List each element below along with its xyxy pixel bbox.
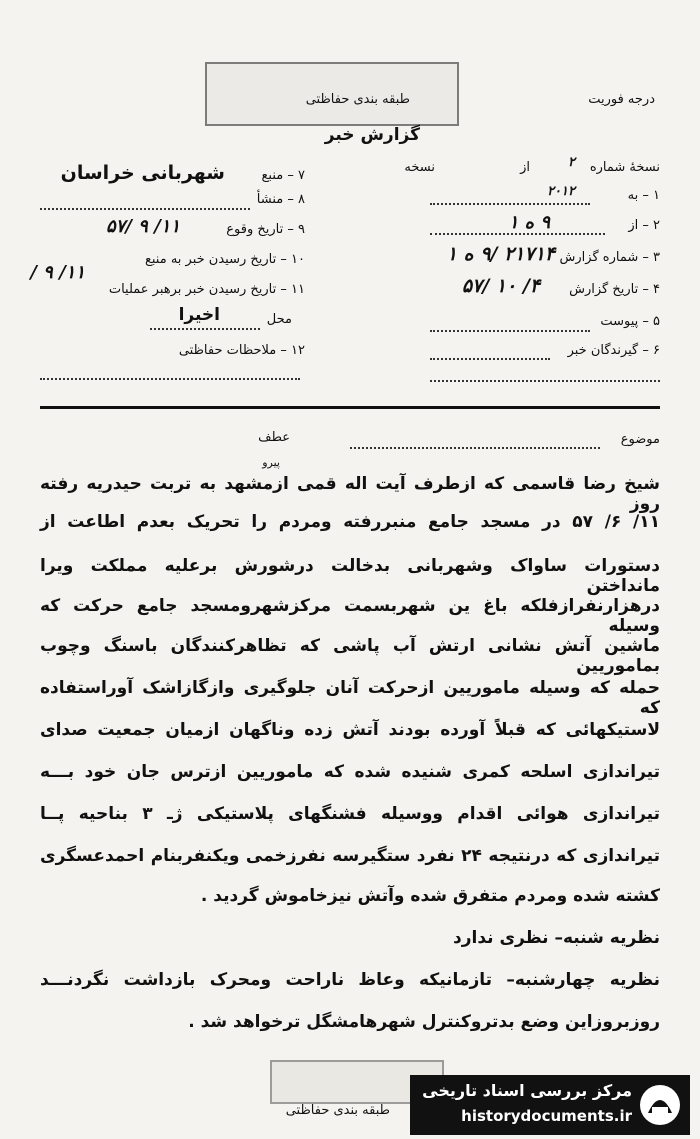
- followup-label: پیرو: [262, 456, 280, 469]
- field-source-value: شهربانی خراسان: [60, 162, 225, 184]
- watermark-logo: [410, 1075, 690, 1135]
- body-line-11: کشته شده ومردم متفرق شده وآتش نیزخاموش گردید .: [200, 886, 660, 906]
- field-report-date-value: ۴/ ۱۰ /۵۷: [461, 275, 540, 297]
- reference-label: عطف: [258, 430, 290, 445]
- field-location-value: اخیرا: [178, 305, 220, 325]
- body-line-5: ماشین آتش نشانی ارتش آب پاشی که تظاهرکنندگان باسنگ وچوب بماموریین: [40, 636, 660, 676]
- watermark-url: historydocuments.ir: [461, 1107, 632, 1125]
- field-attachment-label: ۵ – پیوست: [600, 314, 660, 329]
- header-divider: [40, 406, 660, 409]
- opinion-3: روزبروزاین وضع بدتروکنترل شهرهامشگل ترخواهد شد .: [188, 1012, 660, 1032]
- urgency-label: درجه فوریت: [588, 92, 655, 107]
- field-received-ops-label: ۱۱ – تاریخ رسیدن خبر برهبر عملیات: [108, 282, 305, 297]
- doc-title: گزارش خبر: [324, 125, 420, 145]
- body-line-2: ۱۱/ ۶/ ۵۷ در مسجد جامع منبررفته ومردم را تحریک بعدم اطاعت از: [40, 512, 660, 532]
- field-to-label: ۱ – به: [627, 188, 660, 203]
- copies-count-label: نسخه: [404, 160, 435, 175]
- watermark-name: مرکز بررسی اسناد تاریخی: [422, 1081, 632, 1100]
- body-line-4: درهزارنفرازفلکه باغ ین شهربسمت مرکزشهرومسجد جامع حرکت که وسیله: [40, 596, 660, 636]
- field-origin-label: ۸ – منشأ: [256, 192, 305, 207]
- archive-logo-icon: [638, 1083, 682, 1127]
- field-received-source-label: ۱۰ – تاریخ رسیدن خبر به منبع: [144, 252, 305, 267]
- field-report-no-value: ۲۱۷۱۴ /۹ ه ۱: [446, 243, 555, 265]
- body-line-9: تیراندازی هوائی اقدام ووسیله فشنگهای پلاستیکی ژـ ۳ بناحیه پــا: [40, 804, 660, 824]
- field-report-date-label: ۴ – تاریخ گزارش: [569, 282, 660, 297]
- field-security-notes-label: ۱۲ – ملاحظات حفاظتی: [178, 343, 305, 358]
- field-report-no-label: ۳ – شماره گزارش: [559, 250, 660, 265]
- field-occurrence-date-label: ۹ – تاریخ وقوع: [226, 222, 305, 237]
- classification-top: طبقه بندی حفاظتی: [305, 92, 410, 107]
- opinion-2: نظریه چهارشنبه– تازمانیکه وعاظ ناراحت ومحرک بازداشت نگردنـــد: [40, 970, 660, 990]
- copies-value: ۲: [568, 155, 575, 170]
- body-line-7: لاستیکهائی که قبلاً آورده بودند آتش زده وناگهان ازمیان جمعیت صدای: [40, 720, 660, 740]
- field-recipients-label: ۶ – گیرندگان خبر: [567, 343, 660, 358]
- body-line-3: دستورات ساواک وشهربانی بدخالت درشورش برعلیه مملکت ویرا مانداختن: [40, 556, 660, 596]
- field-location-label: محل: [266, 312, 292, 327]
- body-line-8: تیراندازی اسلحه کمری شنیده شده که ماموریین ازترس جان خود بـــه: [40, 762, 660, 782]
- field-from-label: ۲ – از: [628, 218, 660, 233]
- opinion-1: نظریه شنبه– نظری ندارد: [452, 928, 660, 948]
- body-line-10: تیراندازی که درنتیجه ۲۴ نفرد ستگیرسه نفرزخمی ویکنفربنام احمدعسگری: [40, 846, 660, 866]
- field-source-label: ۷ – منبع: [261, 168, 305, 183]
- body-line-1: شیخ رضا قاسمی که ازطرف آیت اله قمی ازمشهد به تربت حیدریه رفته روز: [40, 474, 660, 514]
- subject-label: موضوع: [620, 432, 660, 447]
- classification-bottom: طبقه بندی حفاظتی: [285, 1103, 390, 1118]
- field-received-source-value: ۱۱/ ۹ /: [30, 262, 85, 283]
- field-to-value: ۲۰۱۲: [547, 184, 575, 199]
- copies-label: نسخهٔ شماره: [589, 160, 660, 175]
- field-from-value: ۹ ه ۱: [508, 212, 550, 233]
- field-occurrence-date-value: ۱۱/ ۹ /۵۷: [105, 216, 180, 237]
- body-line-6: حمله که وسیله ماموریین ازحرکت آنان جلوگیری وازگازاشک آوراستفاده که: [40, 678, 660, 718]
- copies-from: از: [520, 160, 530, 175]
